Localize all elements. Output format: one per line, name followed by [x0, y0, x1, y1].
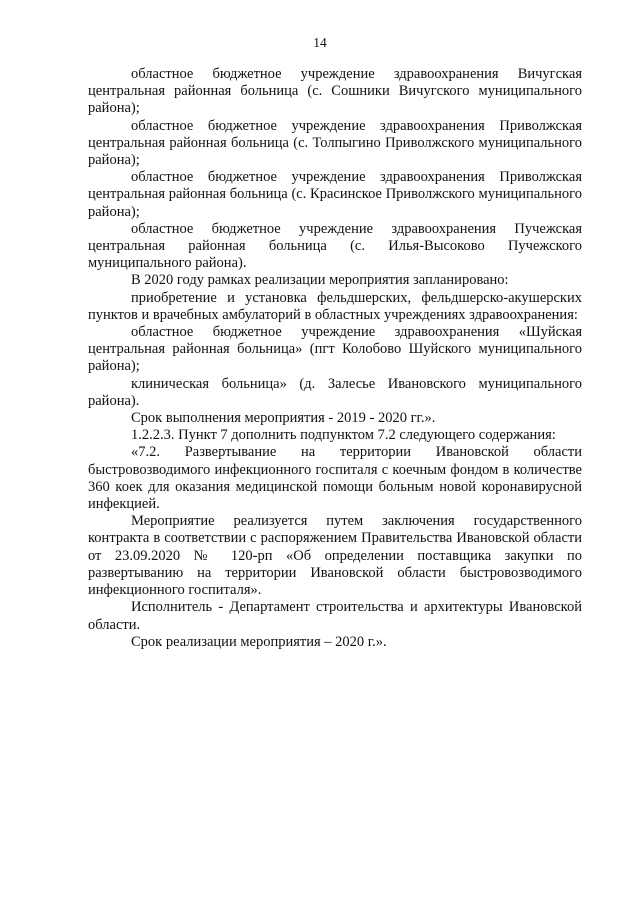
paragraph: областное бюджетное учреждение здравоохранения Приволжская центральная районная больница (с. Красинское Приволжского муниципального района);	[88, 169, 582, 220]
paragraph: Мероприятие реализуется путем заключения государственного контракта в соответствии с распоряжением Правительства Ивановской области от 23.09.2020 № 120-рп «Об определении поставщика закупки по развертыванию на территории Ивановской области быстровозводимого инфекционного госпиталя».	[88, 513, 582, 599]
paragraph: областное бюджетное учреждение здравоохранения Пучежская центральная районная больница (с. Илья-Высоково Пучежского муниципального района).	[88, 220, 582, 272]
paragraph: областное бюджетное учреждение здравоохранения Приволжская центральная районная больница (с. Толпыгино Приволжского муниципального района);	[88, 117, 582, 169]
paragraph: 1.2.2.3. Пункт 7 дополнить подпунктом 7.2 следующего содержания:	[131, 427, 556, 444]
paragraph: областное бюджетное учреждение здравоохранения «Шуйская центральная районная больница» (пгт Колобово Шуйского муниципального района);	[88, 324, 582, 375]
paragraph: Исполнитель - Департамент строительства и архитектуры Ивановской области.	[88, 599, 582, 633]
paragraph: «7.2. Развертывание на территории Ивановской области быстровозводимого инфекционного госпиталя с коечным фондом в количестве 360 коек для оказания медицинской помощи больным новой коронавирусной инфекцией.	[88, 444, 582, 513]
paragraph: областное бюджетное учреждение здравоохранения Вичугская центральная районная больница (с. Сошники Вичугского муниципального района);	[88, 66, 582, 117]
paragraph: приобретение и установка фельдшерских, фельдшерско-акушерских пунктов и врачебных амбулаторий в областных учреждениях здравоохранения:	[88, 289, 582, 323]
document-body	[88, 66, 582, 651]
paragraph: клиническая больница» (д. Залесье Ивановского муниципального района).	[88, 375, 582, 409]
paragraph: Срок выполнения мероприятия - 2019 - 2020 гг.».	[131, 410, 436, 427]
page-number: 14	[313, 35, 327, 50]
paragraph: В 2020 году рамках реализации мероприятия запланировано:	[131, 272, 509, 289]
paragraph: Срок реализации мероприятия – 2020 г.».	[131, 633, 387, 650]
